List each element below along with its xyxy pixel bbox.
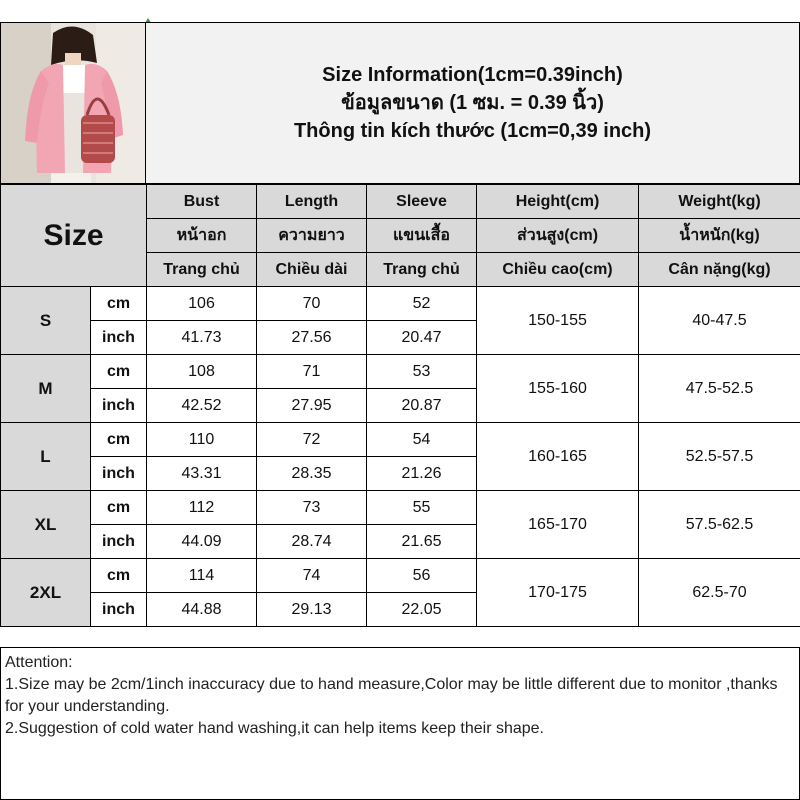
unit-inch: inch <box>91 321 147 355</box>
title-english: Size Information(1cm=0.39inch) <box>322 64 623 86</box>
col-header-weight-vi: Cân nặng(kg) <box>639 253 800 287</box>
size-header: Size <box>1 185 147 287</box>
length-inch: 29.13 <box>257 593 367 627</box>
length-inch: 28.74 <box>257 525 367 559</box>
weight-range: 40-47.5 <box>639 287 800 355</box>
length-cm: 73 <box>257 491 367 525</box>
sleeve-inch: 20.87 <box>367 389 477 423</box>
note-2: 2.Suggestion of cold water hand washing,it can help items keep their shape. <box>5 720 544 737</box>
sleeve-inch: 22.05 <box>367 593 477 627</box>
table-row <box>1 423 800 457</box>
attention-notes <box>0 647 800 800</box>
length-inch: 27.95 <box>257 389 367 423</box>
length-cm: 72 <box>257 423 367 457</box>
table-row <box>1 559 800 593</box>
col-header-bust: Bust <box>147 185 257 219</box>
sleeve-cm: 54 <box>367 423 477 457</box>
weight-range: 47.5-52.5 <box>639 355 800 423</box>
col-header-length-vi: Chiều dài <box>257 253 367 287</box>
col-header-height-vi: Chiều cao(cm) <box>477 253 639 287</box>
col-header-bust-vi: Trang chủ <box>147 253 257 287</box>
title-vietnamese: Thông tin kích thước (1cm=0,39 inch) <box>293 120 652 142</box>
col-header-length: Length <box>257 185 367 219</box>
bust-inch: 43.31 <box>147 457 257 491</box>
bust-cm: 108 <box>147 355 257 389</box>
col-header-height: Height(cm) <box>477 185 639 219</box>
length-inch: 27.56 <box>257 321 367 355</box>
bust-cm: 106 <box>147 287 257 321</box>
table-row <box>1 287 800 321</box>
bust-cm: 110 <box>147 423 257 457</box>
sleeve-cm: 52 <box>367 287 477 321</box>
unit-inch: inch <box>91 593 147 627</box>
height-range: 170-175 <box>477 559 639 627</box>
length-cm: 70 <box>257 287 367 321</box>
unit-inch: inch <box>91 389 147 423</box>
sleeve-cm: 53 <box>367 355 477 389</box>
weight-range: 52.5-57.5 <box>639 423 800 491</box>
weight-range: 57.5-62.5 <box>639 491 800 559</box>
bust-inch: 41.73 <box>147 321 257 355</box>
bust-inch: 44.88 <box>147 593 257 627</box>
bust-inch: 44.09 <box>147 525 257 559</box>
length-cm: 74 <box>257 559 367 593</box>
unit-inch: inch <box>91 457 147 491</box>
size-label: 2XL <box>1 559 91 627</box>
notes-heading: Attention: <box>5 654 73 671</box>
col-header-bust-th: หน้าอก <box>147 219 257 253</box>
size-label: XL <box>1 491 91 559</box>
bust-inch: 42.52 <box>147 389 257 423</box>
unit-cm: cm <box>91 423 147 457</box>
col-header-weight-th: น้ำหนัก(kg) <box>639 219 800 253</box>
size-label: M <box>1 355 91 423</box>
height-range: 150-155 <box>477 287 639 355</box>
product-photo <box>0 22 146 184</box>
unit-inch: inch <box>91 525 147 559</box>
pink-shirt-model-image <box>1 23 145 183</box>
unit-cm: cm <box>91 355 147 389</box>
table-row <box>1 355 800 389</box>
unit-cm: cm <box>91 491 147 525</box>
col-header-sleeve-vi: Trang chủ <box>367 253 477 287</box>
unit-cm: cm <box>91 559 147 593</box>
note-1: 1.Size may be 2cm/1inch inaccuracy due to hand measure,Color may be little different due to monitor ,thanks for your understanding. <box>5 676 778 715</box>
title-block <box>146 22 800 184</box>
sleeve-inch: 20.47 <box>367 321 477 355</box>
header-row-english <box>1 185 800 219</box>
sleeve-inch: 21.65 <box>367 525 477 559</box>
height-range: 165-170 <box>477 491 639 559</box>
sleeve-cm: 56 <box>367 559 477 593</box>
col-header-length-th: ความยาว <box>257 219 367 253</box>
height-range: 160-165 <box>477 423 639 491</box>
weight-range: 62.5-70 <box>639 559 800 627</box>
unit-cm: cm <box>91 287 147 321</box>
col-header-sleeve: Sleeve <box>367 185 477 219</box>
length-cm: 71 <box>257 355 367 389</box>
title-thai: ข้อมูลขนาด (1 ซม. = 0.39 นิ้ว) <box>341 92 604 114</box>
size-table <box>0 184 800 627</box>
col-header-weight: Weight(kg) <box>639 185 800 219</box>
sleeve-inch: 21.26 <box>367 457 477 491</box>
col-header-height-th: ส่วนสูง(cm) <box>477 219 639 253</box>
size-label: S <box>1 287 91 355</box>
sleeve-cm: 55 <box>367 491 477 525</box>
bust-cm: 112 <box>147 491 257 525</box>
size-label: L <box>1 423 91 491</box>
col-header-sleeve-th: แขนเสื้อ <box>367 219 477 253</box>
bust-cm: 114 <box>147 559 257 593</box>
length-inch: 28.35 <box>257 457 367 491</box>
table-row <box>1 491 800 525</box>
height-range: 155-160 <box>477 355 639 423</box>
